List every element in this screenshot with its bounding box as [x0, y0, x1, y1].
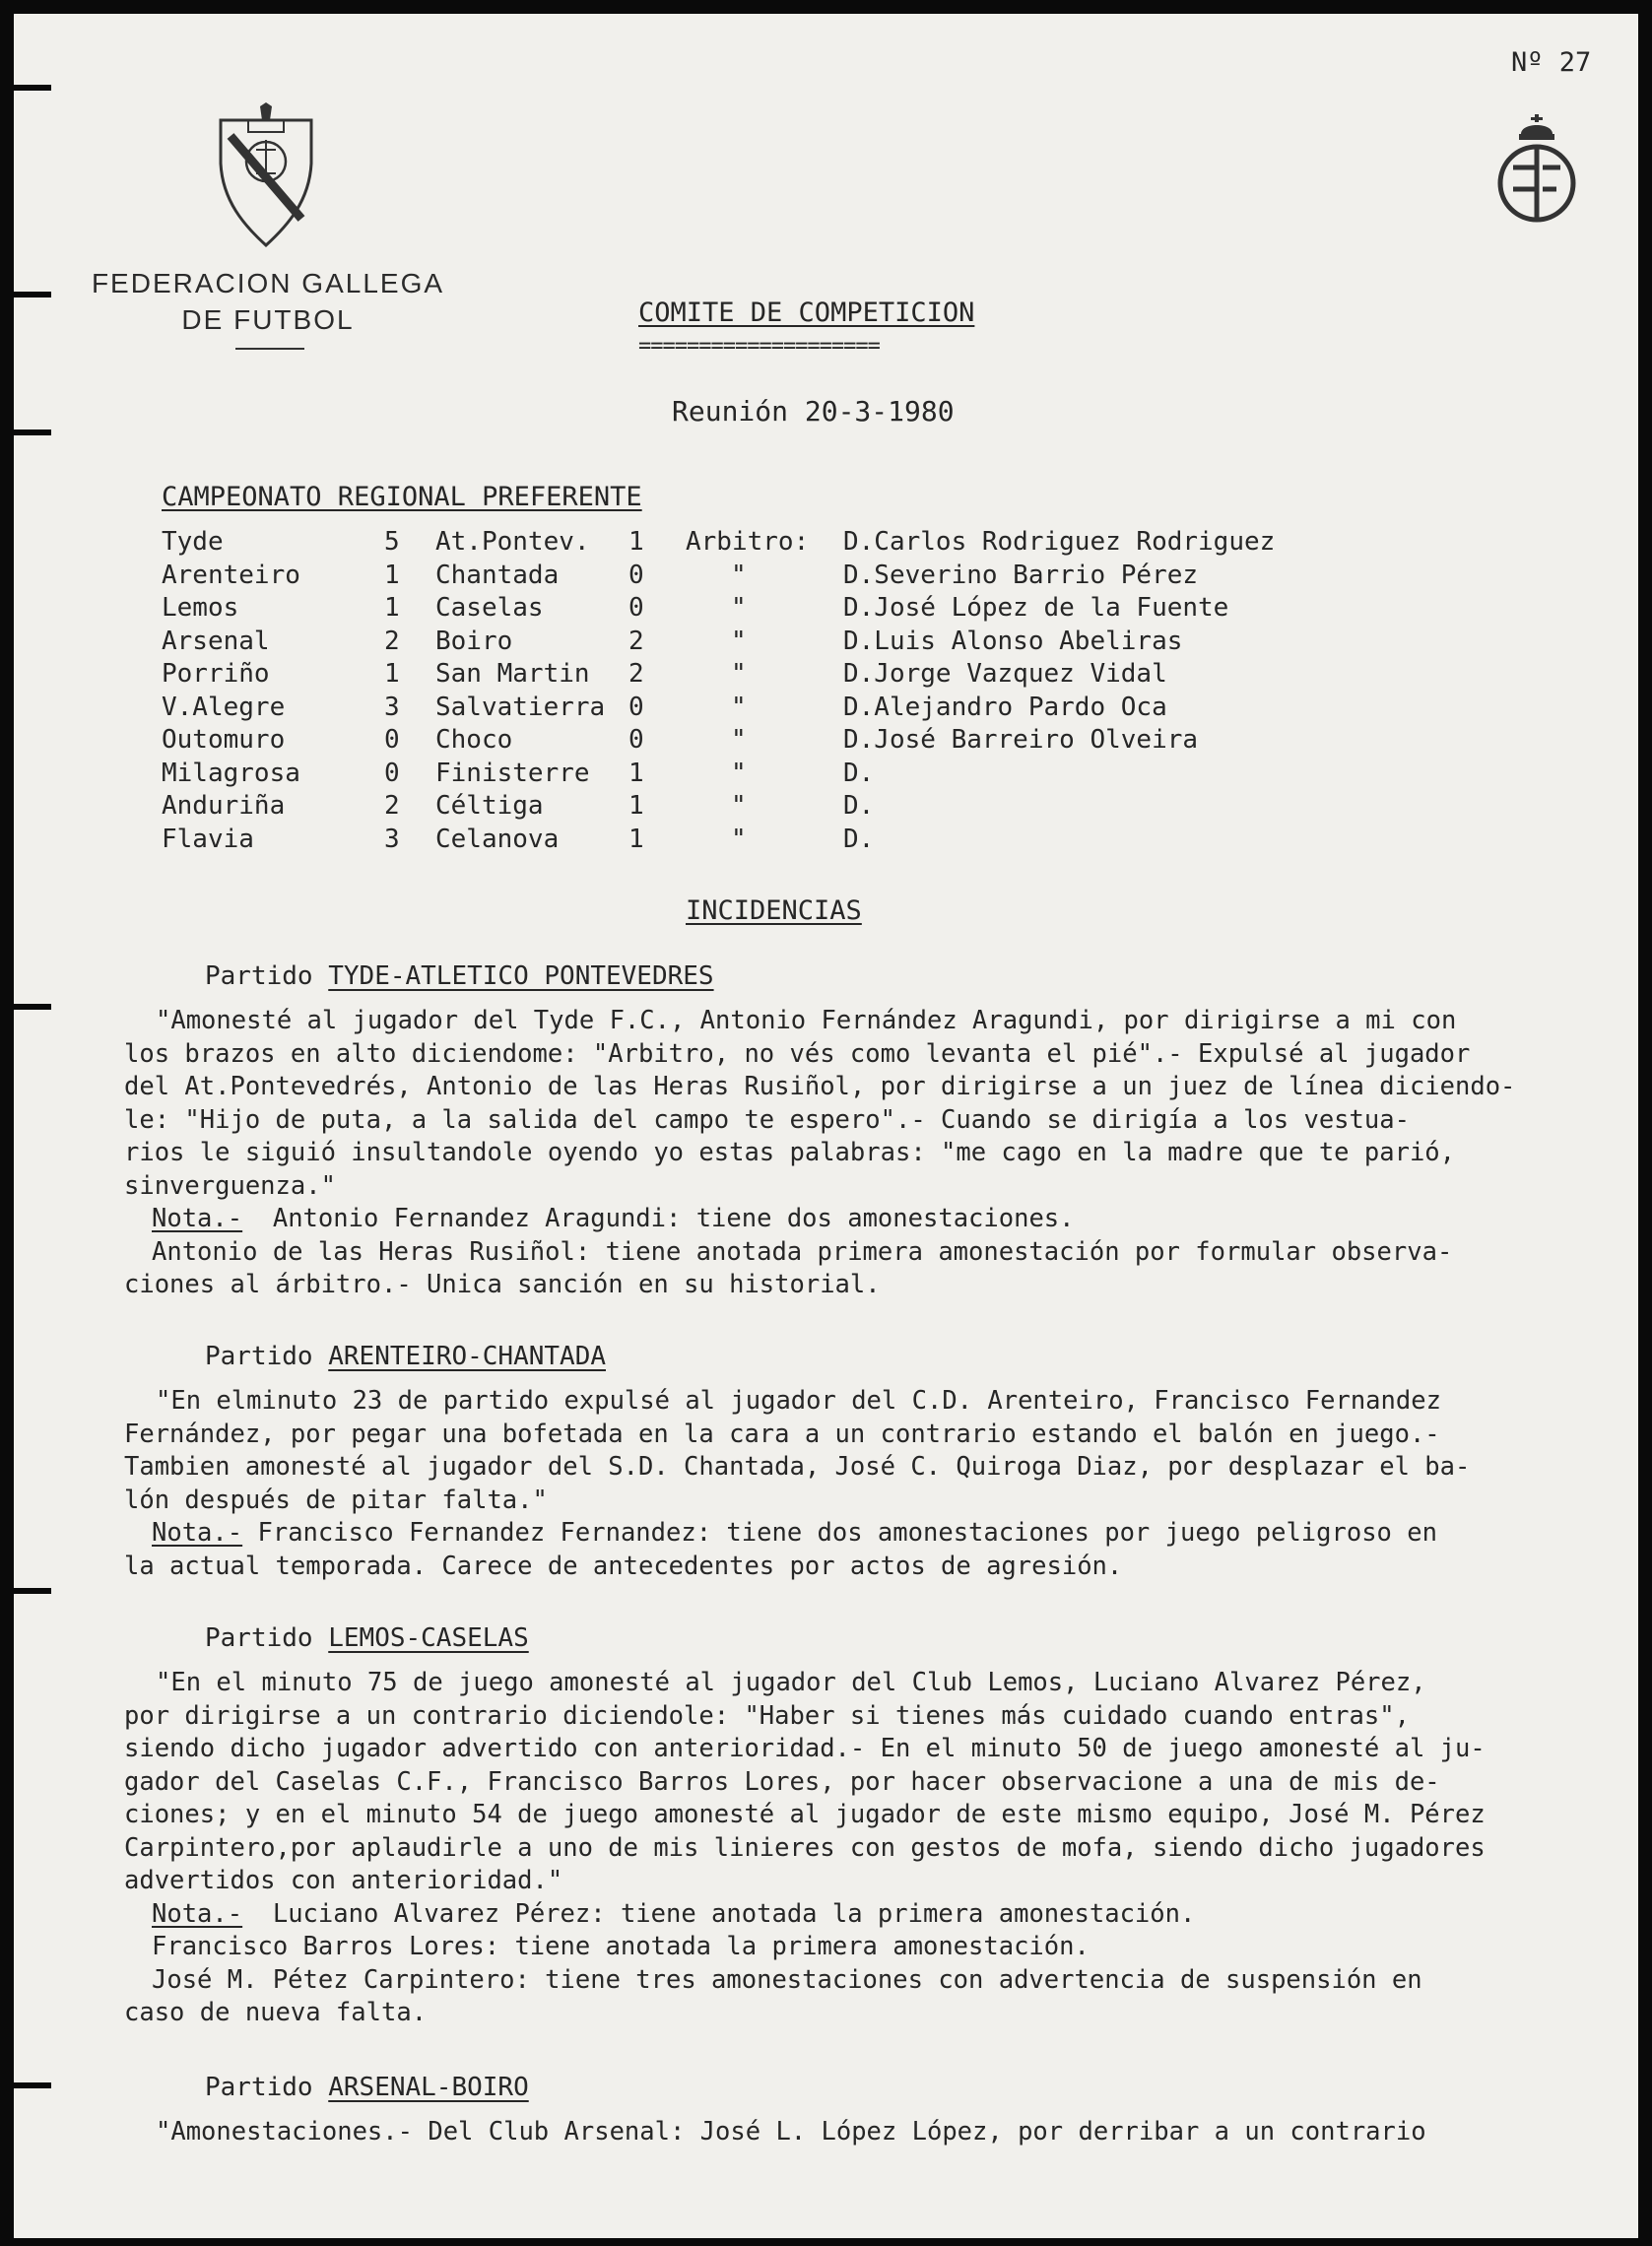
- incident-section: [124, 2071, 1638, 2149]
- binder-hole: [14, 1588, 51, 1594]
- federation-shield-icon: [211, 102, 321, 250]
- away-score: 1: [628, 824, 644, 854]
- home-score: 5: [384, 527, 400, 557]
- away-team: Choco: [435, 725, 513, 755]
- home-team: Arenteiro: [162, 560, 300, 590]
- report-line: gador del Caselas C.F., Francisco Barros Lores, por hacer observacione a una de mis de-: [124, 1766, 1440, 1797]
- away-score: 0: [628, 692, 644, 722]
- home-score: 2: [384, 791, 400, 821]
- result-row: [162, 824, 875, 858]
- home-team: Arsenal: [162, 626, 270, 656]
- ditto-mark: ": [731, 725, 747, 755]
- match-title-prefix: Partido: [205, 1623, 329, 1653]
- home-team: Lemos: [162, 593, 239, 623]
- ditto-mark: ": [731, 824, 747, 854]
- home-score: 1: [384, 593, 400, 623]
- ditto-mark: ": [731, 593, 747, 623]
- nota-text: Francisco Fernandez Fernandez: tiene dos amonestaciones por juego peligroso en: [257, 1518, 1437, 1548]
- report-line: "Amonesté al jugador del Tyde F.C., Antonio Fernández Aragundi, por dirigirse a mi con: [156, 1006, 1457, 1035]
- incidents-title: INCIDENCIAS: [686, 895, 862, 926]
- report-line: rios le siguió insultandole oyendo yo estas palabras: "me cago en la madre que te parió,: [124, 1138, 1456, 1167]
- home-team: Porriño: [162, 659, 270, 689]
- result-row: [162, 560, 1199, 594]
- referee-name: D.Alejandro Pardo Oca: [843, 692, 1167, 722]
- federation-name-line1: FEDERACION GALLEGA: [91, 268, 445, 298]
- meeting-date: Reunión 20-3-1980: [672, 395, 955, 428]
- match-title-prefix: Partido: [205, 1342, 329, 1371]
- away-team: San Martin: [435, 659, 590, 689]
- match-title: [124, 2071, 1638, 2104]
- federation-name: [61, 265, 475, 338]
- away-team: At.Pontev.: [435, 527, 590, 557]
- binder-hole: [14, 1004, 51, 1010]
- result-row: [162, 758, 875, 792]
- incident-section: [124, 959, 1638, 1302]
- away-team: Boiro: [435, 626, 513, 656]
- home-team: Tyde: [162, 527, 224, 557]
- binder-hole: [14, 292, 51, 297]
- referee-name: D.Luis Alonso Abeliras: [843, 626, 1183, 656]
- result-row: [162, 659, 1167, 693]
- home-score: 0: [384, 725, 400, 755]
- federation-name-line2: DE FUTBOL: [181, 304, 355, 335]
- away-score: 0: [628, 593, 644, 623]
- match-title-prefix: Partido: [205, 2073, 329, 2102]
- match-title: [124, 959, 1638, 993]
- binder-hole: [14, 2082, 51, 2088]
- ditto-mark: ": [731, 626, 747, 656]
- report-line: "En el minuto 75 de juego amonesté al jugador del Club Lemos, Luciano Alvarez Pérez,: [156, 1668, 1426, 1697]
- binder-hole: [14, 429, 51, 435]
- rfef-crest-icon: [1491, 112, 1582, 226]
- incident-section: [124, 1340, 1638, 1583]
- report-line: los brazos en alto diciendome: "Arbitro, no vés como levanta el pié".- Expulsé al jugador: [124, 1038, 1471, 1069]
- away-score: 0: [628, 560, 644, 590]
- referee-name: D.José Barreiro Olveira: [843, 725, 1199, 755]
- incident-section: [124, 1621, 1638, 2030]
- results-table: [162, 527, 1276, 857]
- referee-name: D.Jorge Vazquez Vidal: [843, 659, 1167, 689]
- home-team: V.Alegre: [162, 692, 286, 722]
- away-score: 2: [628, 659, 644, 689]
- nota-line: ciones al árbitro.- Unica sanción en su historial.: [124, 1270, 881, 1299]
- report-line: advertidos con anterioridad.": [124, 1866, 563, 1895]
- ditto-mark: ": [731, 659, 747, 689]
- home-score: 1: [384, 659, 400, 689]
- away-score: 1: [628, 758, 644, 788]
- nota-line: caso de nueva falta.: [124, 1998, 428, 2027]
- committee-title: COMITE DE COMPETICION: [638, 297, 975, 328]
- nota-line: [124, 1203, 1638, 1236]
- away-team: Celanova: [435, 824, 560, 854]
- nota-text: Luciano Alvarez Pérez: tiene anotada la primera amonestación.: [272, 1898, 1196, 1929]
- report-line: ciones; y en el minuto 54 de juego amonesté al jugador de este mismo equipo, José M. Pérez: [124, 1800, 1486, 1829]
- nota-text: Antonio Fernandez Aragundi: tiene dos amonestaciones.: [272, 1204, 1075, 1233]
- ditto-mark: ": [731, 758, 747, 788]
- nota-line: la actual temporada. Carece de antecedentes por actos de agresión.: [124, 1551, 1123, 1581]
- away-score: 2: [628, 626, 644, 656]
- home-score: 0: [384, 758, 400, 788]
- nota-line: [124, 1517, 1638, 1551]
- page-number: Nº 27: [1511, 47, 1592, 78]
- match-teams: TYDE-ATLETICO PONTEVEDRES: [328, 961, 714, 991]
- referee-name: D.Severino Barrio Pérez: [843, 560, 1199, 590]
- home-score: 1: [384, 560, 400, 590]
- report-line: "En elminuto 23 de partido expulsé al jugador del C.D. Arenteiro, Francisco Fernandez: [156, 1386, 1441, 1416]
- ditto-mark: ": [731, 692, 747, 722]
- away-team: Chantada: [435, 560, 560, 590]
- nota-label: Nota.-: [152, 1898, 243, 1929]
- away-score: 0: [628, 725, 644, 755]
- ditto-mark: ": [731, 791, 747, 821]
- report-line: por dirigirse a un contrario diciendole: "Haber si tienes más cuidado cuando entras",: [124, 1700, 1410, 1731]
- away-team: Finisterre: [435, 758, 590, 788]
- report-line: sinverguenza.": [124, 1170, 336, 1201]
- home-team: Flavia: [162, 824, 254, 854]
- away-score: 1: [628, 527, 644, 557]
- referee-name: D.: [843, 824, 875, 854]
- report-line: Tambien amonesté al jugador del S.D. Chantada, José C. Quiroga Diaz, por desplazar el ba-: [124, 1452, 1471, 1482]
- report-line: lón después de pitar falta.": [124, 1485, 548, 1515]
- report-line: siendo dicho jugador advertido con anterioridad.- En el minuto 50 de juego amonesté al ju-: [124, 1734, 1486, 1763]
- match-teams: LEMOS-CASELAS: [328, 1623, 529, 1653]
- nota-line: Antonio de las Heras Rusiñol: tiene anotada primera amonestación por formular observa-: [152, 1236, 1453, 1267]
- report-line: del At.Pontevedrés, Antonio de las Heras Rusiñol, por dirigirse a un juez de línea diciendo-: [124, 1072, 1516, 1101]
- binder-hole: [14, 85, 51, 91]
- home-score: 3: [384, 824, 400, 854]
- match-teams: ARENTEIRO-CHANTADA: [328, 1342, 606, 1371]
- championship-title: CAMPEONATO REGIONAL PREFERENTE: [162, 482, 642, 512]
- away-team: Céltiga: [435, 791, 544, 821]
- report-line: "Amonestaciones.- Del Club Arsenal: José L. López López, por derribar a un contrario: [156, 2117, 1426, 2147]
- away-team: Caselas: [435, 593, 544, 623]
- match-title-prefix: Partido: [205, 961, 329, 991]
- referee-label: Arbitro:: [686, 527, 810, 557]
- nota-label: Nota.-: [152, 1518, 243, 1548]
- nota-line: José M. Pétez Carpintero: tiene tres amonestaciones con advertencia de suspensión en: [152, 1964, 1422, 1995]
- document-page: [14, 14, 1638, 2238]
- result-row: [162, 791, 875, 825]
- nota-line: Francisco Barros Lores: tiene anotada la primera amonestación.: [152, 1932, 1090, 1961]
- nota-label: Nota.-: [152, 1204, 243, 1233]
- home-score: 2: [384, 626, 400, 656]
- match-title: [124, 1621, 1638, 1655]
- home-team: Milagrosa: [162, 758, 300, 788]
- report-line: Carpintero,por aplaudirle a uno de mis linieres con gestos de mofa, siendo dicho jugadores: [124, 1832, 1486, 1863]
- report-line: Fernández, por pegar una bofetada en la cara a un contrario estando el balón en juego.-: [124, 1419, 1440, 1449]
- away-score: 1: [628, 791, 644, 821]
- result-row: [162, 725, 1199, 759]
- report-line: le: "Hijo de puta, a la salida del campo te espero".- Cuando se dirigía a los vestua-: [124, 1104, 1410, 1135]
- referee-name: D.: [843, 758, 875, 788]
- ditto-mark: ": [731, 560, 747, 590]
- away-team: Salvatierra: [435, 692, 606, 722]
- committee-title-rule: ====================: [638, 334, 880, 359]
- referee-name: D.: [843, 791, 875, 821]
- home-team: Anduriña: [162, 791, 286, 821]
- result-row: [162, 692, 1167, 726]
- nota-line: [124, 1898, 1638, 1932]
- federation-rule: [235, 348, 304, 350]
- home-team: Outomuro: [162, 725, 286, 755]
- result-row: [162, 626, 1183, 660]
- match-teams: ARSENAL-BOIRO: [328, 2073, 529, 2102]
- match-title: [124, 1340, 1638, 1373]
- result-row: [162, 527, 1276, 561]
- home-score: 3: [384, 692, 400, 722]
- referee-name: D.José López de la Fuente: [843, 593, 1229, 623]
- result-row: [162, 593, 1229, 627]
- referee-name: D.Carlos Rodriguez Rodriguez: [843, 527, 1276, 557]
